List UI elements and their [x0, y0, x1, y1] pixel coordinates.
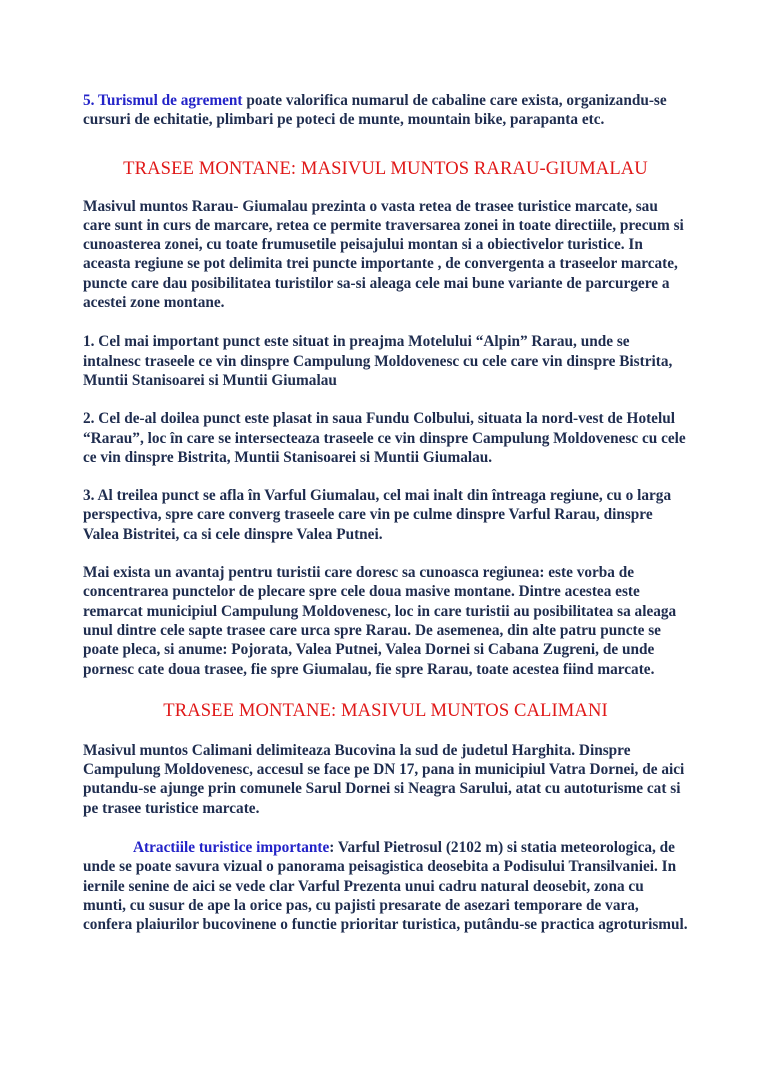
calimani-paragraph: Masivul muntos Calimani delimiteaza Bucovina la sud de judetul Harghita. Dinspre Campulung Moldovenesc, accesul se face pe DN 17, pana in municipiul Vatra Dornei, de aici putandu-se ajunge prin comunele Sarul Dornei si Neagra Sarului, atat cu autoturisme cat si pe trasee turistice marcate.	[83, 741, 685, 817]
point-3-paragraph: 3. Al treilea punct se afla în Varful Giumalau, cel mai inalt din întreaga regiune, cu o larga perspectiva, spre care converg traseele care vin pe culme dinspre Varful Rarau, dinspre Valea Bistritei, ca si cele dinspre Valea Putnei.	[83, 487, 672, 543]
attractions-highlight: Atractiile turistice importante	[133, 839, 330, 857]
point-1-paragraph: 1. Cel mai important punct este situat in preajma Motelului “Alpin” Rarau, unde se intalnesc traseele ce vin dinspre Campulung Moldovenesc cu cele care vin dinspre Bistrita, Muntii Stanisoarei si Muntii Giumalau	[83, 333, 673, 389]
heading-calimani: TRASEE MONTANE: MASIVUL MUNTOS CALIMANI	[163, 699, 608, 721]
attractions-colon: :	[329, 839, 335, 857]
heading-rarau-giumalau: TRASEE MONTANE: MASIVUL MUNTOS RARAU-GIUMALAU	[123, 157, 648, 179]
attractions-text: Varful Pietrosul (2102 m) si statia meteorologica, de unde se poate savura vizual o panorama peisagistica deosebita a Podisului Transilvaniei. In iernile senine de aici se vede clar Varful Prezenta unui cadru natural deosebit, zona cu munti, cu susur de ape la orice pas, cu pajisti presarate de asezari temporare de vara, confera plaiurilor bucovinene o functie prioritar turistica, putându-se practica agroturismul.	[83, 839, 688, 934]
rarau-paragraph: Masivul muntos Rarau- Giumalau prezinta o vasta retea de trasee turistice marcate, sau care sunt in curs de marcare, retea ce permite traversarea zonei in toate directiile, precum si cunoasterea zonei, cu toate frumusetile peisajului montan si a obiectivelor turistice. In aceasta regiune se pot delimita trei puncte importante , de convergenta a traseelor marcate, puncte care dau posibilitatea turistilor sa-si aleaga cele mai bune variante de parcurgere a acestei zone montane.	[83, 197, 684, 312]
intro-paragraph	[83, 91, 688, 130]
intro-highlight: 5. Turismul de agrement	[83, 92, 243, 109]
avantaj-paragraph: Mai exista un avantaj pentru turistii care doresc sa cunoasca regiunea: este vorba de concentrarea punctelor de plecare spre cele doua masive montane. Dintre acestea este remarcat municipiul Campulung Moldovenesc, loc in care turistii au posibilitatea sa aleaga unul dintre cele sapte trasee care urca spre Rarau. De asemenea, din alte patru puncte se poate pleca, si anume: Pojorata, Valea Putnei, Valea Dornei si Cabana Zugreni, de unde pornesc cate doua trasee, fie spre Giumalau, fie spre Rarau, toate acestea fiind marcate.	[83, 564, 677, 678]
point-2-paragraph: 2. Cel de-al doilea punct este plasat in saua Fundu Colbului, situata la nord-vest de Hotelul “Rarau”, loc în care se intersecteaza traseele ce vin dinspre Campulung Moldovenesc cu cele ce vin dinspre Bistrita, Muntii Stanisoarei si Muntii Giumalau.	[83, 410, 686, 466]
attractions-paragraph	[83, 838, 688, 934]
intro-text: poate valorifica numarul de cabaline care exista, organizandu-se cursuri de echitatie, plimbari pe poteci de munte, mountain bike, parapanta etc.	[83, 92, 667, 129]
